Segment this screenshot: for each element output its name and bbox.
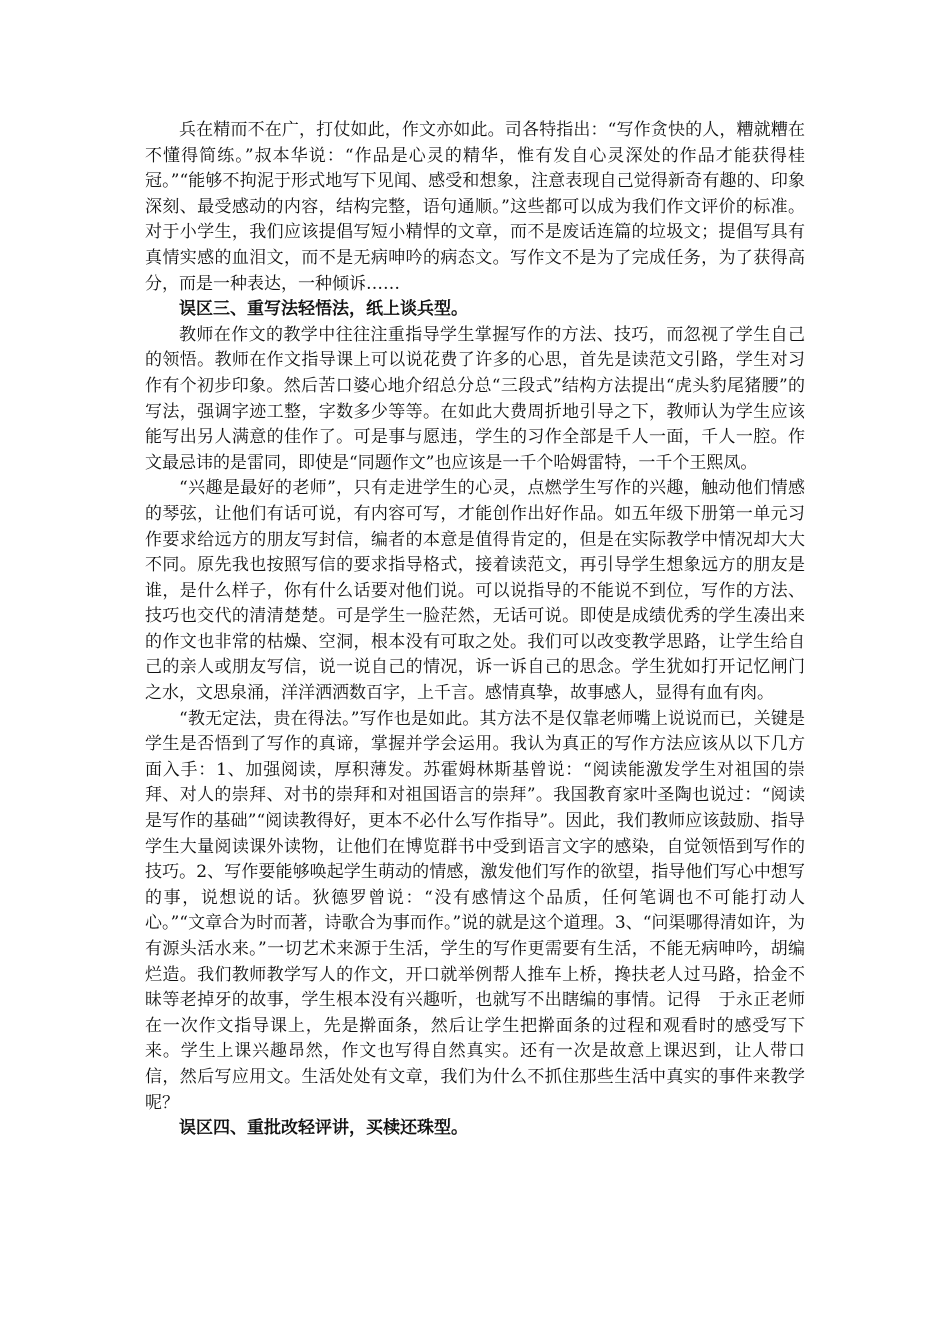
heading-misconception-4: 误区四、重批改轻评讲，买椟还珠型。 xyxy=(179,1118,468,1139)
heading-misconception-3: 误区三、重写法轻悟法，纸上谈兵型。 xyxy=(179,299,468,320)
paragraph-teaching-method: “教无定法，贵在得法。”写作也是如此。其方法不是仅靠老师嘴上说说而已，关键是学生是否悟到了写作的真谛，掌握并学会运用。我认为真正的写作方法应该从以下几方面入手：1、加强阅读，厚积薄发。苏霍姆林斯基曾说：“阅读能激发学生对祖国的崇拜、对人的崇拜、对书的崇拜和对祖国语言的崇拜”。我国教育家叶圣陶也说过：“阅读是写作的基础”“阅读教得好，更本不必什么写作指导”。因此，我们教师应该鼓励、指导学生大量阅读课外读物，让他们在博览群书中受到语言文字的感染，自觉领悟到写作的技巧。2、写作要能够唤起学生萌动的情感，激发他们写作的欲望，指导他们写心中想写的事，说想说的话。狄德罗曾说：“没有感情这个品质，任何笔调也不可能打动人心。”“文章合为时而著，诗歌合为事而作。”说的就是这个道理。3、“问渠哪得清如许，为有源头活水来。”一切艺术来源于生活，学生的写作更需要有生活，不能无病呻吟，胡编烂造。我们教师教学写人的作文，开口就举例帮人推车上桥，搀扶老人过马路，拾金不昧等老掉牙的故事，学生根本没有兴趣听，也就写不出瞎编的事情。记得 于永正老师在一次作文指导课上，先是擀面条，然后让学生把擀面条的过程和观看时的感受写下来。学生上课兴趣昂然，作文也写得自然真实。还有一次是故意上课迟到，让人带口信，然后写应用文。生活处处有文章，我们为什么不抓住那些生活中真实的事件来教学呢？ xyxy=(145,708,805,1113)
paragraph-method-vs-insight: 教师在作文的教学中往往注重指导学生掌握写作的方法、技巧，而忽视了学生自己的领悟。教师在作文指导课上可以说花费了许多的心思，首先是读范文引路，学生对习作有个初步印象。然后苦口婆心地介绍总分总“三段式”结构方法提出“虎头豹尾猪腰”的写法，强调字迹工整，字数多少等等。在如此大费周折地引导之下，教师认为学生应该能写出另人满意的佳作了。可是事与愿违，学生的习作全部是千人一面，千人一腔。作文最忌讳的是雷同，即使是“同题作文”也应该是一千个哈姆雷特，一千个王熙凤。 xyxy=(145,324,805,473)
document-page xyxy=(145,118,805,1142)
paragraph-conciseness: 兵在精而不在广，打仗如此，作文亦如此。司各特指出：“写作贪快的人，糟就糟在不懂得简练。”叔本华说：“作品是心灵的精华，惟有发自心灵深处的作品才能获得桂冠。”“能够不拘泥于形式地写下见闻、感受和想象，注意表现自己觉得新奇有趣的、印象深刻、最受感动的内容，结构完整，语句通顺。”这些都可以成为我们作文评价的标准。对于小学生，我们应该提倡写短小精悍的文章，而不是废话连篇的垃圾文；提倡写具有真情实感的血泪文，而不是无病呻吟的病态文。写作文不是为了完成任务，为了获得高分，而是一种表达，一种倾诉…… xyxy=(145,120,805,294)
paragraph-interest: “兴趣是最好的老师”，只有走进学生的心灵，点燃学生写作的兴趣，触动他们情感的琴弦，让他们有话可说，有内容可写，才能创作出好作品。如五年级下册第一单元习作要求给远方的朋友写封信，编者的本意是值得肯定的，但是在实际教学中情况却大大不同。原先我也按照写信的要求指导格式，接着读范文，再引导学生想象远方的朋友是谁，是什么样子，你有什么话要对他们说。可以说指导的不能说不到位，写作的方法、技巧也交代的清清楚楚。可是学生一脸茫然，无话可说。即使是成绩优秀的学生凑出来的作文也非常的枯燥、空洞，根本没有可取之处。我们可以改变教学思路，让学生给自己的亲人或朋友写信，说一说自己的情况，诉一诉自己的思念。学生犹如打开记忆闸门之水，文思泉涌，洋洋洒洒数百字，上千言。感情真挚，故事感人，显得有血有肉。 xyxy=(145,478,805,704)
